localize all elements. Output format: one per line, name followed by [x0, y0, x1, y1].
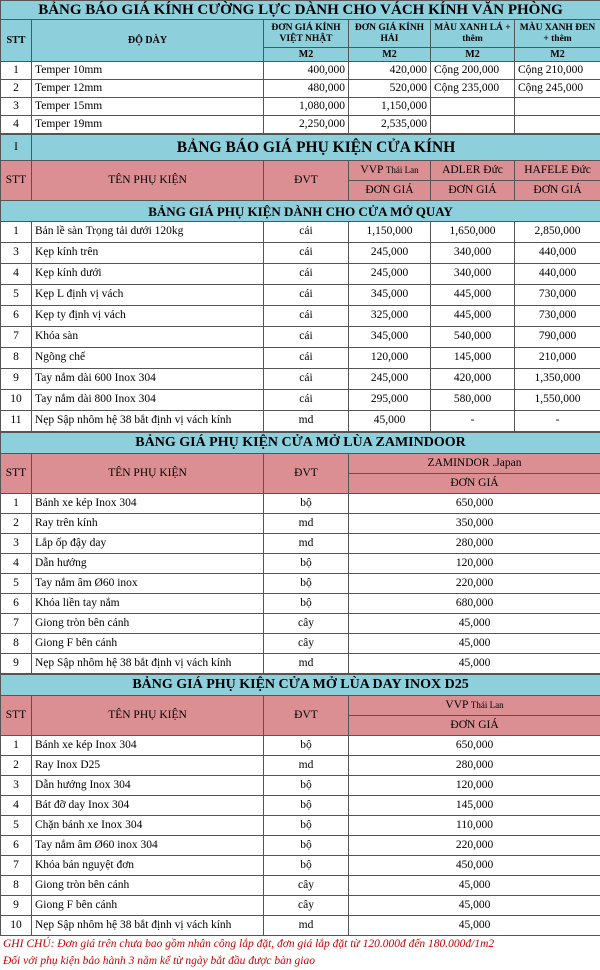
row-thickness: Temper 15mm — [32, 98, 264, 116]
row-accessory-name: Bản lề sàn Trọng tải dưới 120kg — [32, 222, 264, 243]
row-accessory-name: Nẹp Sập nhôm hệ 38 bắt định vị vách kính — [32, 411, 264, 432]
zam-header-unit: ĐVT — [264, 454, 349, 494]
row-price-darkgreen: Cộng 210,000 — [515, 62, 600, 80]
row-price-hafele: 790,000 — [515, 327, 600, 348]
glass-table-title: BẢNG BÁO GIÁ KÍNH CƯỜNG LỰC DÀNH CHO VÁCH KÍNH VĂN PHÒNG — [1, 1, 600, 20]
zam-brand: ZAMINDOR .Japan — [349, 454, 600, 474]
accessory-row — [1, 369, 600, 390]
glass-price-table — [0, 0, 600, 134]
row-stt: 4 — [1, 554, 32, 574]
brand-name: VVP — [360, 164, 383, 176]
row-price: 220,000 — [349, 574, 600, 594]
row-accessory-name: Giong F bên cánh — [32, 896, 264, 916]
row-price-vvp: 325,000 — [349, 306, 431, 327]
row-unit: cái — [264, 369, 349, 390]
notes — [0, 936, 600, 970]
row-price-vietnhat: 2,250,000 — [264, 116, 349, 134]
row-accessory-name: Tay nắm dài 600 Inox 304 — [32, 369, 264, 390]
row-price-vietnhat: 480,000 — [264, 80, 349, 98]
accessory-row — [1, 222, 600, 243]
glass-header-green: MÀU XANH LÁ + thêm — [431, 20, 515, 48]
acc-brand-vvp — [349, 161, 431, 181]
row-unit: md — [264, 756, 349, 776]
row-stt: 6 — [1, 836, 32, 856]
acc-price-label: ĐƠN GIÁ — [349, 181, 431, 201]
d25-row — [1, 836, 600, 856]
row-price: 145,000 — [349, 796, 600, 816]
zam-price-label: ĐƠN GIÁ — [349, 474, 600, 494]
row-stt: 2 — [1, 514, 32, 534]
row-unit: cây — [264, 614, 349, 634]
row-stt: 9 — [1, 369, 32, 390]
note-line-1: GHI CHÚ: Đơn giá trên chưa bao gồm nhân công lắp đặt, đơn giá lắp đặt từ 120.000đ đến 180.000đ/1m2 — [0, 936, 600, 953]
row-price: 680,000 — [349, 594, 600, 614]
swing-door-subtitle: BẢNG GIÁ PHỤ KIỆN DÀNH CHO CỬA MỞ QUAY — [1, 201, 600, 222]
row-unit: bộ — [264, 494, 349, 514]
glass-header-thickness: ĐỘ DÀY — [32, 20, 264, 62]
row-price: 280,000 — [349, 756, 600, 776]
row-price-darkgreen — [515, 98, 600, 116]
glass-unit: M2 — [349, 48, 431, 62]
row-unit: cái — [264, 327, 349, 348]
row-price-hafele: - — [515, 411, 600, 432]
row-accessory-name: Kẹp kính dưới — [32, 264, 264, 285]
d25-table-title: BẢNG GIÁ PHỤ KIỆN CỬA MỞ LÙA DAY INOX D25 — [1, 675, 600, 696]
glass-header-hai: ĐƠN GIÁ KÍNH HẢI — [349, 20, 431, 48]
row-accessory-name: Kẹp L định vị vách — [32, 285, 264, 306]
row-accessory-name: Ray trên kính — [32, 514, 264, 534]
row-stt: 3 — [1, 98, 32, 116]
row-stt: 10 — [1, 916, 32, 936]
row-stt: 9 — [1, 654, 32, 674]
row-price: 45,000 — [349, 916, 600, 936]
acc-price-label: ĐƠN GIÁ — [431, 181, 515, 201]
row-accessory-name: Kẹp kính trên — [32, 243, 264, 264]
zamindoor-price-table — [0, 432, 600, 674]
row-price-hafele: 440,000 — [515, 264, 600, 285]
row-price-vvp: 345,000 — [349, 327, 431, 348]
brand-origin: Thái Lan — [386, 165, 419, 175]
d25-row — [1, 816, 600, 836]
row-unit: cái — [264, 264, 349, 285]
row-unit: md — [264, 654, 349, 674]
zamindoor-row — [1, 514, 600, 534]
accessory-row — [1, 264, 600, 285]
row-price-adler: 445,000 — [431, 285, 515, 306]
glass-row — [1, 62, 600, 80]
row-price-hafele: 1,550,000 — [515, 390, 600, 411]
row-price-vietnhat: 400,000 — [264, 62, 349, 80]
d25-header-stt: STT — [1, 696, 32, 736]
row-unit: cái — [264, 243, 349, 264]
row-price: 45,000 — [349, 634, 600, 654]
d25-row — [1, 796, 600, 816]
row-price-hafele: 440,000 — [515, 243, 600, 264]
row-stt: 7 — [1, 614, 32, 634]
row-accessory-name: Khóa bán nguyệt đơn — [32, 856, 264, 876]
row-price-green: Cộng 235,000 — [431, 80, 515, 98]
row-price-hai: 2,535,000 — [349, 116, 431, 134]
row-accessory-name: Chặn bánh xe Inox 304 — [32, 816, 264, 836]
row-accessory-name: Dẫn hướng — [32, 554, 264, 574]
row-stt: 4 — [1, 264, 32, 285]
d25-row — [1, 736, 600, 756]
row-unit: bộ — [264, 816, 349, 836]
row-price-adler: 340,000 — [431, 264, 515, 285]
row-price-hafele: 210,000 — [515, 348, 600, 369]
row-price-vvp: 1,150,000 — [349, 222, 431, 243]
row-price-hai: 1,150,000 — [349, 98, 431, 116]
row-price-darkgreen — [515, 116, 600, 134]
row-unit: bộ — [264, 736, 349, 756]
row-unit: cây — [264, 876, 349, 896]
row-price: 650,000 — [349, 494, 600, 514]
row-accessory-name: Tay nắm dài 800 Inox 304 — [32, 390, 264, 411]
row-stt: 4 — [1, 116, 32, 134]
row-unit: bộ — [264, 574, 349, 594]
row-price: 280,000 — [349, 534, 600, 554]
row-accessory-name: Dẫn hướng Inox 304 — [32, 776, 264, 796]
zamindoor-row — [1, 654, 600, 674]
acc-header-stt: STT — [1, 161, 32, 201]
row-accessory-name: Ray Inox D25 — [32, 756, 264, 776]
row-unit: bộ — [264, 836, 349, 856]
row-unit: md — [264, 534, 349, 554]
row-price: 45,000 — [349, 654, 600, 674]
row-price-vvp: 245,000 — [349, 243, 431, 264]
row-unit: cây — [264, 634, 349, 654]
zamindoor-row — [1, 554, 600, 574]
zamindoor-row — [1, 634, 600, 654]
accessory-row — [1, 243, 600, 264]
row-price: 450,000 — [349, 856, 600, 876]
d25-row — [1, 856, 600, 876]
zam-header-name: TÊN PHỤ KIỆN — [32, 454, 264, 494]
brand-name: VVP — [445, 699, 468, 711]
row-price: 45,000 — [349, 876, 600, 896]
row-stt: 2 — [1, 80, 32, 98]
d25-header-unit: ĐVT — [264, 696, 349, 736]
row-unit: md — [264, 411, 349, 432]
d25-row — [1, 916, 600, 936]
zam-header-stt: STT — [1, 454, 32, 494]
row-price-vvp: 245,000 — [349, 369, 431, 390]
row-accessory-name: Nẹp Sập nhôm hệ 38 bắt định vị vách kính — [32, 916, 264, 936]
glass-unit: M2 — [431, 48, 515, 62]
zamindoor-table-title: BẢNG GIÁ PHỤ KIỆN CỬA MỞ LÙA ZAMINDOOR — [1, 433, 600, 454]
row-thickness: Temper 19mm — [32, 116, 264, 134]
acc-header-name: TÊN PHỤ KIỆN — [32, 161, 264, 201]
accessory-row — [1, 348, 600, 369]
brand-origin: Thái Lan — [471, 700, 504, 710]
row-price-vvp: 45,000 — [349, 411, 431, 432]
zamindoor-row — [1, 594, 600, 614]
row-price-adler: 340,000 — [431, 243, 515, 264]
zamindoor-row — [1, 534, 600, 554]
row-accessory-name: Tay nắm âm Ø60 inox 304 — [32, 836, 264, 856]
accessory-row — [1, 306, 600, 327]
row-stt: 1 — [1, 62, 32, 80]
acc-brand-adler: ADLER Đức — [431, 161, 515, 181]
note-line-2: Đối với phụ kiện bảo hành 3 năm kể từ ngày bắt đầu được bàn giao — [0, 953, 600, 970]
row-price-vvp: 245,000 — [349, 264, 431, 285]
row-price-hafele: 1,350,000 — [515, 369, 600, 390]
row-price-darkgreen: Cộng 245,000 — [515, 80, 600, 98]
glass-row — [1, 80, 600, 98]
row-stt: 1 — [1, 222, 32, 243]
row-accessory-name: Ngõng chế — [32, 348, 264, 369]
row-stt: 8 — [1, 348, 32, 369]
row-accessory-name: Bánh xe kép Inox 304 — [32, 494, 264, 514]
row-accessory-name: Khóa liền tay nắm — [32, 594, 264, 614]
row-accessory-name: Kẹp ty định vị vách — [32, 306, 264, 327]
row-accessory-name: Khóa sàn — [32, 327, 264, 348]
row-stt: 5 — [1, 285, 32, 306]
row-unit: bộ — [264, 594, 349, 614]
row-stt: 3 — [1, 243, 32, 264]
zamindoor-row — [1, 614, 600, 634]
glass-unit: M2 — [515, 48, 600, 62]
row-stt: 5 — [1, 574, 32, 594]
row-stt: 7 — [1, 327, 32, 348]
zamindoor-row — [1, 574, 600, 594]
row-unit: cái — [264, 306, 349, 327]
row-price-vvp: 345,000 — [349, 285, 431, 306]
row-price-green: Cộng 200,000 — [431, 62, 515, 80]
row-price: 110,000 — [349, 816, 600, 836]
row-accessory-name: Lắp ốp đậy day — [32, 534, 264, 554]
row-accessory-name: Giong tròn bên cánh — [32, 876, 264, 896]
accessory-row — [1, 390, 600, 411]
row-unit: md — [264, 514, 349, 534]
row-unit: bộ — [264, 776, 349, 796]
row-unit: md — [264, 916, 349, 936]
section-roman-numeral: I — [1, 135, 32, 161]
accessory-table-title: BẢNG BÁO GIÁ PHỤ KIỆN CỬA KÍNH — [32, 135, 600, 161]
row-unit: bộ — [264, 796, 349, 816]
row-thickness: Temper 10mm — [32, 62, 264, 80]
row-price-hai: 420,000 — [349, 62, 431, 80]
row-price: 120,000 — [349, 554, 600, 574]
row-price: 220,000 — [349, 836, 600, 856]
row-unit: cái — [264, 390, 349, 411]
d25-row — [1, 896, 600, 916]
row-unit: cây — [264, 896, 349, 916]
row-price-adler: 420,000 — [431, 369, 515, 390]
row-price-green — [431, 98, 515, 116]
row-price-adler: 1,650,000 — [431, 222, 515, 243]
row-accessory-name: Giong F bên cánh — [32, 634, 264, 654]
row-unit: cái — [264, 222, 349, 243]
accessory-row — [1, 285, 600, 306]
row-stt: 5 — [1, 816, 32, 836]
row-unit: cái — [264, 285, 349, 306]
row-price: 45,000 — [349, 896, 600, 916]
row-stt: 4 — [1, 796, 32, 816]
row-price-green — [431, 116, 515, 134]
row-price-hai: 520,000 — [349, 80, 431, 98]
row-stt: 1 — [1, 494, 32, 514]
row-price-hafele: 730,000 — [515, 285, 600, 306]
d25-price-label: ĐƠN GIÁ — [349, 716, 600, 736]
row-stt: 6 — [1, 594, 32, 614]
row-price: 350,000 — [349, 514, 600, 534]
row-price-vvp: 120,000 — [349, 348, 431, 369]
row-stt: 3 — [1, 534, 32, 554]
d25-row — [1, 776, 600, 796]
row-accessory-name: Giong tròn bên cánh — [32, 614, 264, 634]
row-price-hafele: 2,850,000 — [515, 222, 600, 243]
row-accessory-name: Nẹp Sập nhôm hệ 38 bắt định vị vách kính — [32, 654, 264, 674]
glass-row — [1, 98, 600, 116]
accessory-row — [1, 327, 600, 348]
accessory-price-table — [0, 134, 600, 432]
row-stt: 8 — [1, 876, 32, 896]
glass-row — [1, 116, 600, 134]
glass-header-stt: STT — [1, 20, 32, 62]
row-stt: 11 — [1, 411, 32, 432]
row-unit: bộ — [264, 554, 349, 574]
d25-price-table — [0, 674, 600, 936]
row-accessory-name: Bánh xe kép Inox 304 — [32, 736, 264, 756]
row-stt: 9 — [1, 896, 32, 916]
row-stt: 3 — [1, 776, 32, 796]
row-price: 120,000 — [349, 776, 600, 796]
glass-unit: M2 — [264, 48, 349, 62]
row-price: 45,000 — [349, 614, 600, 634]
row-price-vietnhat: 1,080,000 — [264, 98, 349, 116]
row-price-adler: 540,000 — [431, 327, 515, 348]
glass-header-vietnhat: ĐƠN GIÁ KÍNH VIỆT NHẬT — [264, 20, 349, 48]
row-unit: bộ — [264, 856, 349, 876]
d25-brand — [349, 696, 600, 716]
row-thickness: Temper 12mm — [32, 80, 264, 98]
d25-row — [1, 756, 600, 776]
acc-price-label: ĐƠN GIÁ — [515, 181, 600, 201]
row-price: 650,000 — [349, 736, 600, 756]
row-stt: 10 — [1, 390, 32, 411]
accessory-row — [1, 411, 600, 432]
row-price-adler: 145,000 — [431, 348, 515, 369]
glass-header-darkgreen: MÀU XANH ĐEN + thêm — [515, 20, 600, 48]
row-accessory-name: Tay nắm âm Ø60 inox — [32, 574, 264, 594]
row-accessory-name: Bát đỡ day Inox 304 — [32, 796, 264, 816]
row-stt: 8 — [1, 634, 32, 654]
d25-header-name: TÊN PHỤ KIỆN — [32, 696, 264, 736]
row-price-vvp: 295,000 — [349, 390, 431, 411]
row-stt: 6 — [1, 306, 32, 327]
d25-row — [1, 876, 600, 896]
acc-header-unit: ĐVT — [264, 161, 349, 201]
row-price-adler: 445,000 — [431, 306, 515, 327]
row-price-adler: 580,000 — [431, 390, 515, 411]
row-unit: cái — [264, 348, 349, 369]
row-stt: 2 — [1, 756, 32, 776]
zamindoor-row — [1, 494, 600, 514]
row-price-adler: - — [431, 411, 515, 432]
row-stt: 7 — [1, 856, 32, 876]
row-stt: 1 — [1, 736, 32, 756]
acc-brand-hafele: HAFELE Đức — [515, 161, 600, 181]
row-price-hafele: 730,000 — [515, 306, 600, 327]
